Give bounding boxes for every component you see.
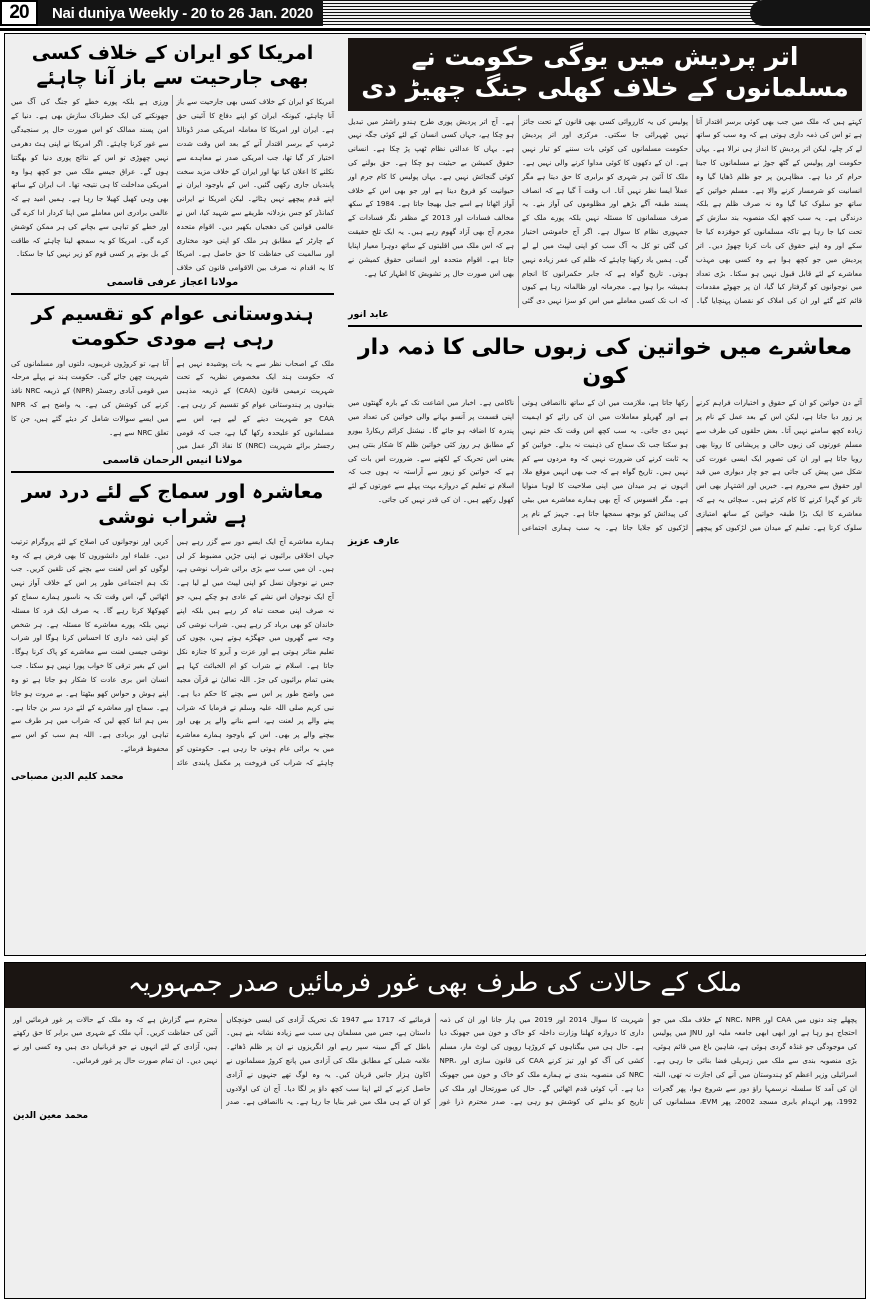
- body-alcohol: ہمارے معاشرے آج ایک ایسے دور سے گزر رہے ہیں جہاں اخلاقی برائیوں نے اپنی جڑیں مضبوط کر لی ہیں۔ ان میں سب سے بڑی برائی شراب نوشی ہے، جس نے نوجوان نسل کو اپنی لپیٹ میں لے لیا ہے۔ آج ایک نوجوان اس نشے کے عادی ہو چکے ہیں، جو نہ صرف اپنی صحت تباہ کر رہے ہیں بلکہ اپنے خاندان کو بھی برباد کر رہے ہیں۔ شراب نوشی کی وجہ سے گھروں میں جھگڑے ہوتے ہیں، بچوں کی تعلیم متاثر ہوتی ہے اور عزت و آبرو کا جنازہ نکل جاتا ہے۔ اسلام نے شراب کو ام الخبائث کہا ہے یعنی تمام برائیوں کی جڑ۔ اللہ تعالیٰ نے قرآن مجید میں واضح طور پر اس سے بچنے کا حکم دیا ہے۔ نبی کریم صلی اللہ علیہ وسلم نے فرمایا کہ شراب پینے والے پر لعنت ہے، اسے بنانے والے پر بھی اور بیچنے والے پر بھی۔ اس کے باوجود ہمارے معاشرے میں یہ برائی عام ہوتی جا رہی ہے۔ حکومتوں کو چاہئے کہ شراب کی فروخت پر مکمل پابندی عائد کریں اور نوجوانوں کی اصلاح کے لئے پروگرام ترتیب دیں۔ علماء اور دانشوروں کا بھی فرض ہے کہ وہ لوگوں کو اس لعنت سے بچنے کی تلقین کریں۔ جب تک ہم اجتماعی طور پر اس کے خلاف آواز نہیں اٹھائیں گے، اس وقت تک یہ ناسور ہمارے سماج کو کھوکھلا کرتا رہے گا۔ یہ صرف ایک فرد کا مسئلہ نہیں بلکہ پورے معاشرے کا مسئلہ ہے۔ ہر شخص کو اپنی ذمہ داری کا احساس کرنا ہوگا اور شراب نوشی جیسی لعنت سے معاشرے کو پاک کرنا ہوگا۔ اس کے بغیر ترقی کا خواب پورا نہیں ہو سکتا۔ جب انسان اس بری عادت کا شکار ہو جاتا ہے تو وہ اپنے ہوش و حواس کھو بیٹھتا ہے۔ بے مروت ہو جاتا ہے۔ سماج اور معاشرے کے لئے درد سر بن جاتا ہے۔ بس ہم اتنا کچھ لیں کہ شراب میں ہر طرف سے تباہی اور بربادی ہے۔ اللہ ہم سب کو اس سے محفوظ فرمائے۔: [11, 536, 334, 767]
- headline-women-plight: معاشرے میں خواتین کی زبوں حالی کا ذمہ دار کون: [358, 335, 852, 389]
- divider-3: [348, 325, 862, 327]
- page-number: 20: [0, 0, 38, 26]
- body-america-iran: امریکا کو ایران کے خلاف کسی بھی جارحیت سے باز آنا چاہئے، کیونکہ ایران کو اپنے دفاع کا آئینی حق ہے۔ ایران اور امریکا کا معاملہ امریکی صدر ڈونالڈ ٹرمپ کے برسر اقتدار آنے کے بعد اس وقت شدت اختیار کر گیا تھا، جب امریکی صدر نے معاہدے سے نکلنے کا اعلان کیا تھا اور ایران کے خلاف مزید سخت پابندیاں جاری رکھی گئیں۔ اس کے باوجود ایران نے اپنے قدم پیچھے نہیں ہٹائے۔ لیکن امریکا نے ایرانی کمانڈر کو جس بزدلانہ طریقے سے شہید کیا، اس نے عالمی قوانین کی دھجیاں بکھیر دیں۔ اقوام متحدہ کے چارٹر کے مطابق ہر ملک کو اپنی خود مختاری اور سالمیت کی حفاظت کا حق حاصل ہے۔ امریکا کا یہ اقدام نہ صرف بین الاقوامی قانون کی خلاف ورزی ہے بلکہ پورے خطے کو جنگ کی آگ میں جھونکنے کی ایک خطرناک سازش بھی ہے۔ دنیا کے امن پسند ممالک کو اس صورت حال پر سنجیدگی سے غور کرنا چاہئے۔ اگر امریکا نے اپنی ہٹ دھرمی نہیں چھوڑی تو اس کے نتائج پوری دنیا کو بھگتنا ہوں گے۔ عراق جیسے ملک میں جو کچھ ہوا وہ امریکی مداخلت کا ہی نتیجہ تھا۔ اب ایران کے ساتھ بھی وہی کھیل کھیلا جا رہا ہے۔ ہمیں امید ہے کہ عالمی برادری اس معاملے میں اپنا کردار ادا کرے گی اور خطے کو تباہی سے بچانے کی ہر ممکن کوشش کرے گی۔ امریکا کو یہ سمجھ لینا چاہئے کہ طاقت کے بل بوتے پر کسی قوم کو زیر نہیں کیا جا سکتا۔: [11, 97, 334, 273]
- publication-title: Nai duniya Weekly - 20 to 26 Jan. 2020: [38, 0, 335, 26]
- bottom-article-frame: [4, 962, 866, 1299]
- left-column-group: [4, 35, 340, 954]
- body-modi-government: ملک کے اصحاب نظر سے یہ بات پوشیدہ نہیں ہے کہ حکومت ہند ایک مخصوص نظریہ کے تحت شہریت ترمیمی قانون (CAA) کے ذریعہ مذہبی بنیادوں پر ہندوستانی عوام کو تقسیم کر رہی ہے۔ CAA جو شہریت دینے کے لیے ہے، اس سے مسلمانوں کو علیحدہ رکھا گیا ہے، جب کہ قومی رجسٹر برائے شہریت (NRC) کا نفاذ اگر عمل میں آتا ہے، تو کروڑوں غریبوں، دلتوں اور مسلمانوں کی شہریت چھن جائے گی۔ حکومت ہند نے پہلے مرحلہ میں قومی آبادی رجسٹر (NPR) کے ذریعہ NRC نافذ کرنے کی کوشش کی ہے۔ یہ واضح ہے کہ NPR میں ایسے سوالات شامل کر دیئے گئے ہیں، جن کا تعلق NRC سے ہے۔: [11, 358, 334, 451]
- headline-america-iran: امریکا کو ایران کے خلاف کسی بھی جارحیت سے باز آنا چاہئے: [31, 42, 314, 89]
- divider-1: [11, 293, 334, 295]
- headline-alcohol: معاشرہ اور سماج کے لئے درد سر ہے شراب نوشی: [21, 481, 324, 528]
- body-women-plight: آئے دن خواتین کو ان کے حقوق و اختیارات فراہم کرنے پر زور دیا جاتا ہے، لیکن اس کے بعد عمل کے نام پر زیادہ کچھ سامنے نہیں آتا۔ بعض حلقوں کی طرف سے مسلم عورتوں کی زبوں حالی و پریشانی کا رونا بھی رویا جاتا ہے اور ان کی تصویر ایک ایسی عورت کی شکل میں پیش کی جاتی ہے جو چار دیواری میں قید اور حقوق سے محروم ہے۔ خبریں اور اشتہار بھی اس تاثر کو گہرا کرنے کا کام کرتے ہیں۔ سچائی یہ ہے کہ معاشرے کا ایک بڑا طبقہ خواتین کے ساتھ امتیازی سلوک کرتا ہے۔ تعلیم کے میدان میں لڑکیوں کو پیچھے رکھا جاتا ہے، ملازمت میں ان کے ساتھ ناانصافی ہوتی ہے اور گھریلو معاملات میں ان کی رائے کو اہمیت نہیں دی جاتی۔ یہ سب کچھ اس وقت تک ختم نہیں ہو سکتا جب تک سماج کی ذہنیت نہ بدلے۔ خواتین کو یہ ثابت کرنے کی ضرورت نہیں کہ وہ مردوں سے کم نہیں ہیں۔ تاریخ گواہ ہے کہ جب بھی انہیں موقع ملا، انہوں نے ہر میدان میں اپنی صلاحیت کا لوہا منوایا ہے۔ مگر افسوس کہ آج بھی ہمارے معاشرے میں بیٹی کی پیدائش کو بوجھ سمجھا جاتا ہے۔ جہیز کے نام پر لڑکیوں کو جلایا جاتا ہے۔ یہ سب ہماری اجتماعی ناکامی ہے۔ اخبار میں اشاعت تک کے بارہ گھنٹوں میں اپنی قسمت پر آنسو بہانے والی خواتین کی تعداد میں پندرہ کا اضافہ ہو جائے گا۔ نیشنل کرائم ریکارڈ بیورو کے مطابق ہر روز کئی خواتین ظلم کا شکار بنتی ہیں یعنی اس تحریک کے لکھنے سے۔ ضرورت اس بات کی ہے کہ خواتین کو زیور سے آراستہ نہ ہوں جب کہ اسلام نے تعلیم کے دروازے بہت پہلے سے عورتوں کے لئے کھول رکھے ہیں۔ ان کی قدر نہیں کی جاتی۔: [348, 398, 862, 532]
- masthead-stripes: [323, 0, 760, 26]
- divider-2: [11, 471, 334, 473]
- signature-moinuddin: محمد معین الدین: [13, 1111, 89, 1122]
- signature-kaleemuddin: محمد کلیم الدین مصباحی: [11, 771, 124, 782]
- byline-anees-ur-rahman: مولانا انیس الرحمان قاسمی: [102, 455, 243, 467]
- byline-ijaz-irfi: مولانا اعجاز عرفی قاسمی: [106, 277, 239, 289]
- body-up-yogi: کہتے ہیں کہ ملک میں جب بھی کوئی برسر اقتدار آتا ہے تو اس کی ذمہ داری ہوتی ہے کہ وہ سب کو ساتھ لے کر چلے، لیکن اتر پردیش کا انداز ہی نرالا ہے۔ یہاں حکومت اور پولیس کے گٹھ جوڑ نے مسلمانوں کا جینا حرام کر دیا ہے۔ مظاہرین پر جو ظلم ڈھایا گیا وہ انسانیت کو شرمسار کرنے والا ہے۔ مسلم خواتین کے ساتھ جو سلوک کیا گیا وہ نہ صرف ظلم ہے بلکہ درندگی ہے۔ یہ سب کچھ ایک منصوبہ بند سازش کے تحت کیا جا رہا ہے تاکہ مسلمانوں کو خوفزدہ کیا جا سکے اور وہ اپنے حقوق کی بات کرنا چھوڑ دیں۔ اتر پردیش میں جو کچھ ہوا ہے وہ کسی بھی مہذب معاشرے کے لئے قابل قبول نہیں ہو سکتا۔ بڑی تعداد میں نوجوانوں کو گرفتار کیا گیا، ان پر جھوٹے مقدمات قائم کئے گئے اور ان کی املاک کو نقصان پہنچایا گیا۔ پولیس کی یہ کارروائی کسی بھی قانون کے تحت جائز نہیں ٹھہرائی جا سکتی۔ مرکزی اور اتر پردیش حکومت مسلمانوں کی کوئی بات سننے کو تیار نہیں ہے۔ ان کے دکھوں کا کوئی مداوا کرنے والی نہیں ہے۔ ملک کا آئین ہر شہری کو برابری کا حق دیتا ہے مگر عملاً ایسا نظر نہیں آتا۔ اب وقت آ گیا ہے کہ انصاف پسند طبقہ آگے بڑھے اور مظلوموں کی آواز بنے۔ یہ صرف مسلمانوں کا مسئلہ نہیں بلکہ پورے ملک کے جمہوری نظام کا سوال ہے۔ اگر آج خاموشی اختیار کی گئی تو کل یہ آگ سب کو اپنی لپیٹ میں لے لے گی۔ ہمیں یاد رکھنا چاہئے کہ ظلم کی عمر زیادہ نہیں ہوتی۔ تاریخ گواہ ہے کہ جابر حکمرانوں کا انجام ہمیشہ برا ہوا ہے۔ مجرمانہ اور ظالمانہ رہا ہے کیوں کہ اب تک کسی معاملے میں اس کو سزا نہیں دی گئی ہے۔ آج اتر پردیش پوری طرح ہندو راشٹر میں تبدیل ہو چکا ہے، جہاں کسی انسان کے لئے کوئی جگہ نہیں ہے۔ یہاں کا عدالتی نظام ٹھپ پڑ چکا ہے۔ انسانی حقوق کمیشن بے حیثیت ہو چکا ہے۔ حق بولنے کی کوئی گنجائش نہیں ہے۔ یہاں پولیس کا کام جرم اور حیوانیت کو فروغ دینا ہے اور جو بھی اس کے خلاف آواز اٹھاتا ہے اسے جیل بھیجا جاتا ہے۔ 1984 کے سکھ مخالف فسادات اور 2013 کے مظفر نگر فسادات کے مجرم آج بھی آزاد گھوم رہے ہیں۔ یہ ایک تلخ حقیقت ہے کہ اس ملک میں اقلیتوں کے ساتھ دوہرا معیار اپنایا جاتا ہے۔ اقوام متحدہ اور انسانی حقوق کمیشن نے بھی اس صورت حال پر تشویش کا اظہار کیا ہے۔: [348, 116, 862, 306]
- masthead-rule: [0, 28, 870, 31]
- headline-up-yogi: اتر پردیش میں یوگی حکومت نے مسلمانوں کے خلاف کھلی جنگ چھیڑ دی: [348, 38, 862, 111]
- masthead-end-cap: [750, 0, 870, 26]
- masthead: [0, 0, 870, 26]
- headline-president: ملک کے حالات کی طرف بھی غور فرمائیں صدر جمہوریہ: [5, 963, 865, 1008]
- byline-arif-aziz: عارف عزیز: [348, 535, 400, 547]
- body-president: پچھلے چند دنوں میں CAA اور NRC، NPR کے خلاف ملک میں جو احتجاج ہو رہا ہے اور ابھی ابھی جامعہ ملیہ اور JNU میں پولیس کی موجودگی جو غنڈہ گردی ہوئی ہے، شاہین باغ میں قائم ہوئی، بڑی منصوبہ بندی سے ملک میں زہریلی فضا بنائی جا رہی ہے۔ اسرائیلی وزیر اعظم کو ہندوستان میں آنے کی اجازت نہ تھی، البتہ ان کی آمد کا سلسلہ نرسمہا راؤ دور سے شروع ہوا، پھر گجرات 1992، پھر انہدام بابری مسجد 2002، پھر EVM، مسلمانوں کی شہریت کا سوال 2014 اور 2019 میں ہار جانا اور ان کی ذمہ داری کا دروازہ کھلنا وزارت داخلہ کو خاک و خون میں جھونک دیا ہے۔ حال ہی میں بیگناہوں کے کروڑہا روپوں کی لوٹ مار، مسلم کشی کی آگ کو اور تیز کرنے CAA کی قانون سازی اور NPR، NRC کی منصوبہ بندی نے ہمارے ملک کو خاک و خون میں جھونک دیا ہے۔ آپ کوئی قدم اٹھائیں گے۔ حال کی صورتحال اور ملک کی تاریخ کو بدلنے کی کوشش ہو رہی ہے۔ صدر محترم ذرا غور فرمائیے کہ 1717 سے 1947 تک تحریک آزادی کی ایسی خونچکاں داستان ہے، جس میں مسلمان ہی سب سے زیادہ نشانہ بنے ہیں۔ باطل کے آگے سینہ سپر رہے اور انگریزوں نے ان پر ظلم ڈھائے۔ علامہ شبلی کے مطابق ملک کی آزادی میں پانچ کروڑ مسلمانوں نے اکاون ہزار جانیں قربان کیں۔ یہ وہ لوگ تھے جنہوں نے آزادی حاصل کرنے کے لئے اپنا سب کچھ داؤ پر لگا دیا۔ آج ان کی اولادوں کو ان کے ہی ملک میں غیر بنایا جا رہا ہے۔ یہ ناانصافی ہے۔ صدر محترم سے گزارش ہے کہ وہ ملک کے حالات پر غور فرمائیں اور آئین کی حفاظت کریں۔ آپ ملک کے شہری میں برابر کا حق رکھتے ہیں، آزادی کے لئے انہوں نے جو قربانیاں دی ہیں وہ کسی اور نے نہیں دیں۔ ان تمام صورت حال پر غور فرمائیں۔: [13, 1014, 857, 1107]
- main-column-group: [344, 35, 866, 954]
- byline-abid-anwar: عابد انور: [348, 309, 389, 321]
- headline-modi-government: ہندوستانی عوام کو تقسیم کر رہی ہے مودی حکومت: [31, 303, 314, 350]
